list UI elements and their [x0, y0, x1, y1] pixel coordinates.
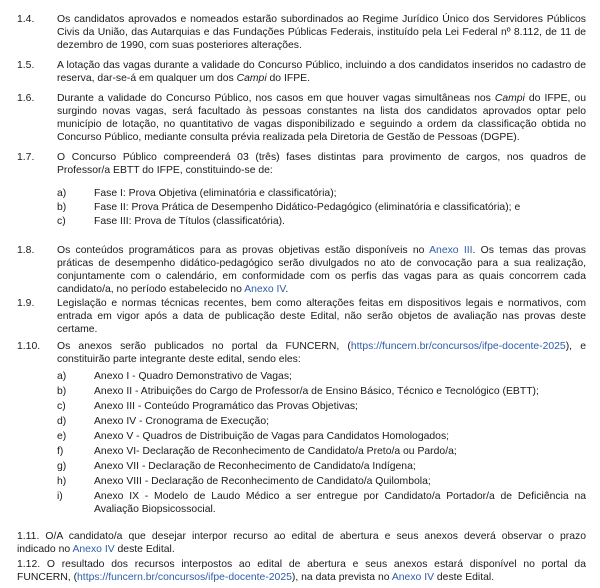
list-letter-f: f): [57, 446, 64, 457]
item-1-10-line-2: constituirão parte integrante deste edital, sendo eles:: [57, 354, 301, 365]
list-letter-c: c): [57, 401, 66, 412]
item-1-10-line-1: Os anexos serão publicados no portal da FUNCERN, (https://funcern.br/concursos/ifpe-docente-2025), e: [57, 341, 586, 352]
list-letter-e: e): [57, 431, 67, 442]
item-1-12-line-2: FUNCERN, (https://funcern.br/concursos/ifpe-docente-2025), na data prevista no Anexo IV deste Edital.: [17, 572, 495, 583]
item-1-8-line-3: conjuntamente com o calendário, em conformidade com os perfis das vagas para as quais concorrem cada: [57, 271, 586, 282]
annex-item-4: Anexo IV - Cronograma de Execução;: [94, 416, 270, 427]
item-1-4-line-3: dezembro de 1990, com suas posteriores alterações.: [57, 40, 302, 51]
link-funcern-url[interactable]: https://funcern.br/concursos/ifpe-docente-2025: [77, 572, 292, 583]
phase-item-1: Fase I: Prova Objetiva (eliminatória e classificatória);: [94, 188, 337, 199]
item-1-9-line-2: entrada em vigor após a data de publicação deste Edital, não serão objetos de avaliação nas provas deste: [57, 311, 586, 322]
item-1-12-line-1: 1.12. O resultado dos recursos interpostos ao edital de abertura e seus anexos estará disponível no portal da: [17, 559, 586, 570]
link-anexo-iii[interactable]: Anexo III: [429, 245, 473, 256]
list-letter-b: b): [57, 202, 67, 213]
list-letter-a: a): [57, 371, 67, 382]
item-1-7-line-2: Professor/a EBTT do IFPE, constituindo-se de:: [57, 165, 273, 176]
link-anexo-iv[interactable]: Anexo IV: [72, 544, 115, 555]
annex-item-7: Anexo VII - Declaração de Reconhecimento de Candidato/a Indígena;: [94, 461, 416, 472]
annex-item-9: Anexo IX - Modelo de Laudo Médico a ser entregue por Candidato/a Portador/a de Deficiência na: [94, 491, 586, 502]
list-letter-g: g): [57, 461, 67, 472]
link-anexo-iv[interactable]: Anexo IV: [244, 284, 286, 295]
item-1-7-line-1: O Concurso Público compreenderá 03 (três) fases distintas para provimento de cargos, nos quadros de: [57, 152, 586, 163]
item-1-9-line-1: Legislação e normas técnicas recentes, bem como alterações feitas em dispositivos legais e normativos, com: [57, 298, 586, 309]
annex-item-1: Anexo I - Quadro Demonstrativo de Vagas;: [94, 371, 292, 382]
list-letter-b: b): [57, 386, 67, 397]
item-number-1-5: 1.5.: [17, 60, 35, 71]
item-1-6-line-4: Concurso Público, mediante consulta prévia realizada pela Diretoria de Gestão de Pessoas (DGPE).: [57, 132, 520, 143]
item-1-4-line-1: Os candidatos aprovados e nomeados estarão subordinados ao Regime Jurídico Único dos Servidores Públicos: [57, 14, 586, 25]
item-1-5-line-2: reserva, dar-se-á em qualquer um dos Campi do IFPE.: [57, 73, 310, 84]
list-letter-d: d): [57, 416, 67, 427]
item-number-1-9: 1.9.: [17, 298, 35, 309]
annex-item-8: Anexo VIII - Declaração de Reconhecimento de Candidato/a Quilombola;: [94, 476, 431, 487]
item-1-4-line-2: Civis da União, das Autarquias e das Fundações Públicas Federais, instituído pela Lei Federal nº 8.112, de 11 de: [57, 27, 586, 38]
item-number-1-7: 1.7.: [17, 152, 35, 163]
annex-item-9-continued: Avaliação Biopsicossocial.: [94, 504, 216, 515]
item-number-1-10: 1.10.: [17, 341, 41, 352]
annex-item-6: Anexo VI- Declaração de Reconhecimento de Candidato/a Preto/a ou Pardo/a;: [94, 446, 457, 457]
item-1-9-line-3: certame.: [57, 324, 98, 335]
item-1-8-line-4: candidato/a, no período estabelecido no Anexo IV.: [57, 284, 289, 295]
item-number-1-6: 1.6.: [17, 93, 35, 104]
item-1-5-line-1: A lotação das vagas durante a validade do Concurso Público, incluindo a dos candidatos inseridos no cadastro de: [57, 60, 586, 71]
item-1-11-line-2: indicado no Anexo IV deste Edital.: [17, 544, 175, 555]
link-funcern-url[interactable]: https://funcern.br/concursos/ifpe-docente-2025: [350, 341, 566, 352]
item-1-11-line-1: 1.11. O/A candidato/a que desejar interpor recurso ao edital de abertura e seus anexos deverá observar o prazo: [17, 531, 586, 542]
item-1-8-line-1: Os conteúdos programáticos para as provas objetivas estão disponíveis no Anexo III. Os temas das provas: [57, 245, 586, 256]
item-number-1-8: 1.8.: [17, 245, 35, 256]
item-1-6-line-3: município de lotação, no quantitativo de vagas disponibilizado e seguindo a ordem da classificação obtida no: [57, 119, 586, 130]
item-1-8-line-2: práticas de desempenho didático-pedagógico serão divulgados no ato de convocação para a sua realização,: [57, 258, 586, 269]
item-1-6-line-1: Durante a validade do Concurso Público, nos casos em que houver vagas simultâneas nos Campi do IFPE, ou: [57, 93, 586, 104]
item-number-1-4: 1.4.: [17, 14, 35, 25]
list-letter-c: c): [57, 216, 66, 227]
list-letter-h: h): [57, 476, 67, 487]
list-letter-a: a): [57, 188, 67, 199]
annex-item-3: Anexo III - Conteúdo Programático das Provas Objetivas;: [94, 401, 358, 412]
annex-item-2: Anexo II - Atribuições do Cargo de Professor/a de Ensino Básico, Técnico e Tecnológico (EBTT);: [94, 386, 539, 397]
link-anexo-iv[interactable]: Anexo IV: [391, 572, 435, 583]
phase-item-2: Fase II: Prova Prática de Desempenho Didático-Pedagógico (eliminatória e classificatória); e: [94, 202, 521, 213]
phase-item-3: Fase III: Prova de Títulos (classificatória).: [94, 216, 285, 227]
list-letter-i: i): [57, 491, 63, 502]
annex-item-5: Anexo V - Quadros de Distribuição de Vagas para Candidatos Homologados;: [94, 431, 450, 442]
item-1-6-line-2: surgindo novas vagas, será facultado às pessoas constantes na lista dos candidatos aprovados optar pelo: [57, 106, 586, 117]
